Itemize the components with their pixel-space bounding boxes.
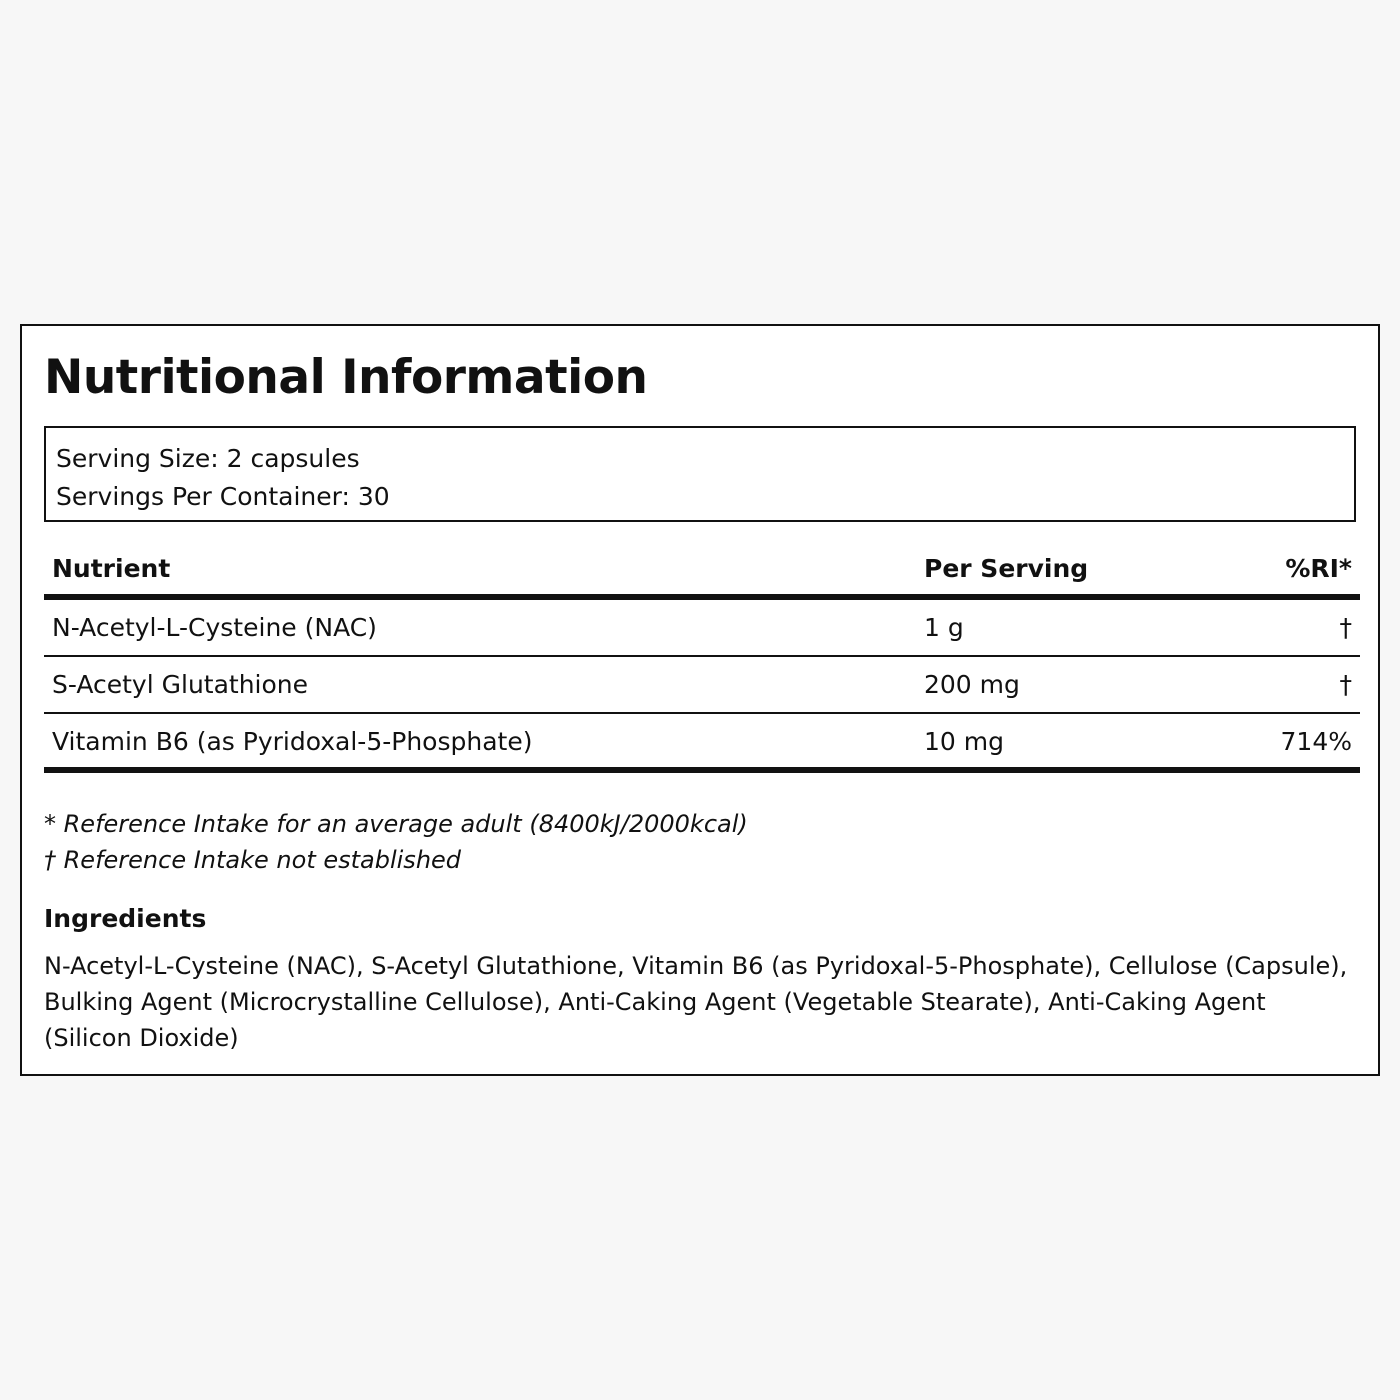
table-row	[44, 657, 1360, 714]
nutrient-name: N-Acetyl-L-Cysteine (NAC)	[52, 613, 377, 642]
footnote-ri: * Reference Intake for an average adult (8400kJ/2000kcal)	[44, 810, 748, 838]
serving-size: Serving Size: 2 capsules	[56, 444, 360, 473]
header-ri: %RI*	[1285, 554, 1352, 583]
nutrient-amount: 10 mg	[924, 727, 1004, 756]
serving-info-box	[44, 426, 1356, 522]
servings-per-container: Servings Per Container: 30	[56, 482, 390, 511]
footnote-not-established: † Reference Intake not established	[44, 846, 462, 874]
header-nutrient: Nutrient	[52, 554, 171, 583]
nutrient-amount: 200 mg	[924, 670, 1020, 699]
nutrition-panel	[20, 324, 1380, 1076]
page-title: Nutritional Information	[44, 350, 648, 405]
nutrient-name: Vitamin B6 (as Pyridoxal-5-Phosphate)	[52, 727, 533, 756]
ingredients-text: N-Acetyl-L-Cysteine (NAC), S-Acetyl Glutathione, Vitamin B6 (as Pyridoxal-5-Phosphate), Cellulose (Capsule), Bulking Agent (Microcrystalline Cellulose), Anti-Caking Agent (Vegetable Stearate), Anti-Caking Agent (Silicon Dioxide)	[44, 952, 1348, 1052]
ingredients-heading: Ingredients	[44, 904, 207, 933]
table-header	[44, 546, 1360, 600]
nutrient-ri: †	[1339, 613, 1352, 642]
nutrient-ri: †	[1339, 670, 1352, 699]
table-row	[44, 714, 1360, 773]
nutrient-ri: 714%	[1280, 727, 1352, 756]
nutrient-table	[44, 546, 1360, 773]
footnotes	[44, 806, 748, 878]
table-row	[44, 600, 1360, 657]
nutrient-amount: 1 g	[924, 613, 964, 642]
header-per-serving: Per Serving	[924, 554, 1089, 583]
nutrient-name: S-Acetyl Glutathione	[52, 670, 309, 699]
